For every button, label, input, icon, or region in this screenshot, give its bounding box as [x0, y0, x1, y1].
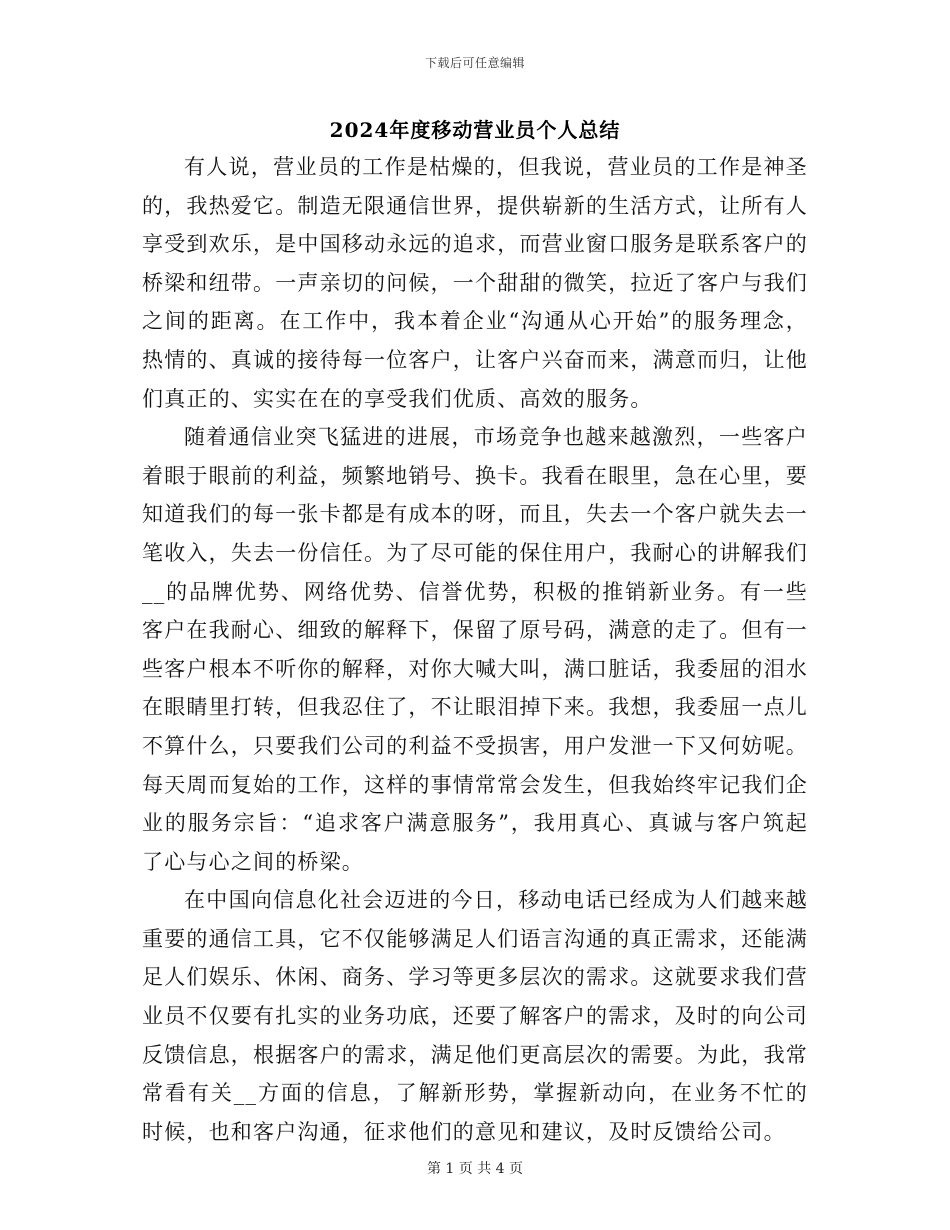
header-note: 下载后可任意编辑: [424, 56, 525, 70]
document-body: [142, 148, 808, 1151]
paragraph-3: 在中国向信息化社会迈进的今日，移动电话已经成为人们越来越重要的通信工具，它不仅能够满足人们语言沟通的真正需求，还能满足人们娱乐、休闲、商务、学习等更多层次的需求。这就要求我们营业员不仅要有扎实的业务功底，还要了解客户的需求，及时的向公司反馈信息，根据客户的需求，满足他们更高层次的需要。为此，我常常看有关__方面的信息，了解新形势，掌握新动向，在业务不忙的时候，也和客户沟通，征求他们的意见和建议，及时反馈给公司。: [142, 888, 808, 1144]
paragraph-2: 随着通信业突飞猛进的进展，市场竞争也越来越激烈，一些客户着眼于眼前的利益，频繁地销号、换卡。我看在眼里，急在心里，要知道我们的每一张卡都是有成本的呀，而且，失去一个客户就失去一笔收入，失去一份信任。为了尽可能的保住用户，我耐心的讲解我们__的品牌优势、网络优势、信誉优势，积极的推销新业务。有一些客户在我耐心、细致的解释下，保留了原号码，满意的走了。但有一些客户根本不听你的解释，对你大喊大叫，满口脏话，我委屈的泪水在眼睛里打转，但我忍住了，不让眼泪掉下来。我想，我委屈一点儿不算什么，只要我们公司的利益不受损害，用户发泄一下又何妨呢。每天周而复始的工作，这样的事情常常会发生，但我始终牢记我们企业的服务宗旨：“追求客户满意服务”，我用真心、真诚与客户筑起了心与心之间的桥梁。: [142, 425, 808, 874]
paragraph-1: 有人说，营业员的工作是枯燥的，但我说，营业员的工作是神圣的，我热爱它。制造无限通信世界，提供崭新的生活方式，让所有人享受到欢乐，是中国移动永远的追求，而营业窗口服务是联系客户的桥梁和纽带。一声亲切的问候，一个甜甜的微笑，拉近了客户与我们之间的距离。在工作中，我本着企业“沟通从心开始”的服务理念，热情的、真诚的接待每一位客户，让客户兴奋而来，满意而归，让他们真正的、实实在在的享受我们优质、高效的服务。: [142, 155, 808, 411]
page-number-footer: 第 1 页 共 4 页: [426, 1161, 524, 1177]
document-title: 2024年度移动营业员个人总结: [329, 118, 621, 142]
